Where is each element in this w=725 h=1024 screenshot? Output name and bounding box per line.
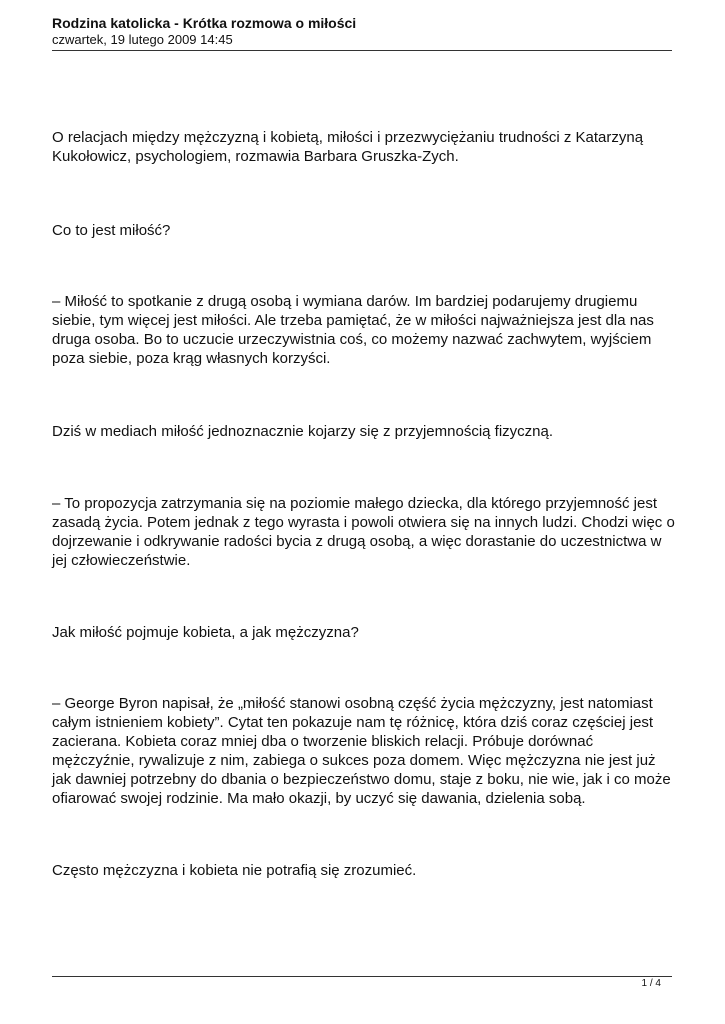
intro-paragraph: O relacjach między mężczyzną i kobietą, miłości i przezwyciężaniu trudności z Katarzyną Kukołowicz, psychologiem, rozmawia Barbara Gruszka-Zych.	[52, 129, 644, 165]
footer-divider	[52, 976, 672, 977]
answer-paragraph: – George Byron napisał, że „miłość stanowi osobną część życia mężczyzny, jest natomiast całym istnieniem kobiety”. Cytat ten pokazuje nam tę różnicę, która dziś coraz częściej jest zacierana. Kobieta coraz mniej dba o tworzenie bliskich relacji. Próbuje dorównać mężczyźnie, rywalizuje z nim, zabiega o sukces poza domem. Więc mężczyzna nie jest już jak dawniej potrzebny do dbania o bezpieczeństwo domu, staje z boku, nie wie, jak i co może ofiarować swojej rodzinie. Ma mało okazji, by uczyć się dawania, dzielenia sobą.	[52, 695, 671, 807]
question-paragraph: Dziś w mediach miłość jednoznacznie kojarzy się z przyjemnością fizyczną.	[52, 423, 554, 440]
question-paragraph: Często mężczyzna i kobieta nie potrafią się zrozumieć.	[52, 862, 417, 879]
question-paragraph: Jak miłość pojmuje kobieta, a jak mężczyzna?	[52, 624, 359, 641]
answer-paragraph: – To propozycja zatrzymania się na poziomie małego dziecka, dla którego przyjemność jest zasadą życia. Potem jednak z tego wyrasta i powoli otwiera się na innych ludzi. Chodzi więc o dojrzewanie i odkrywanie radości bycia z drugą osobą, a więc dorastanie do uczestnictwa w jej człowieczeństwie.	[52, 495, 675, 569]
document-header	[52, 14, 672, 48]
page-number: 1 / 4	[641, 978, 661, 989]
document-date: czwartek, 19 lutego 2009 14:45	[52, 32, 233, 47]
header-divider	[52, 50, 672, 51]
document-title: Rodzina katolicka - Krótka rozmowa o miłości	[52, 15, 357, 31]
answer-paragraph: – Miłość to spotkanie z drugą osobą i wymiana darów. Im bardziej podarujemy drugiemu siebie, tym więcej jest miłości. Ale trzeba pamiętać, że w miłości najważniejsza jest dla nas druga osoba. Bo to uczucie urzeczywistnia coś, co możemy nazwać zachwytem, wyjściem poza siebie, poza krąg własnych korzyści.	[52, 293, 654, 367]
question-paragraph: Co to jest miłość?	[52, 222, 171, 239]
